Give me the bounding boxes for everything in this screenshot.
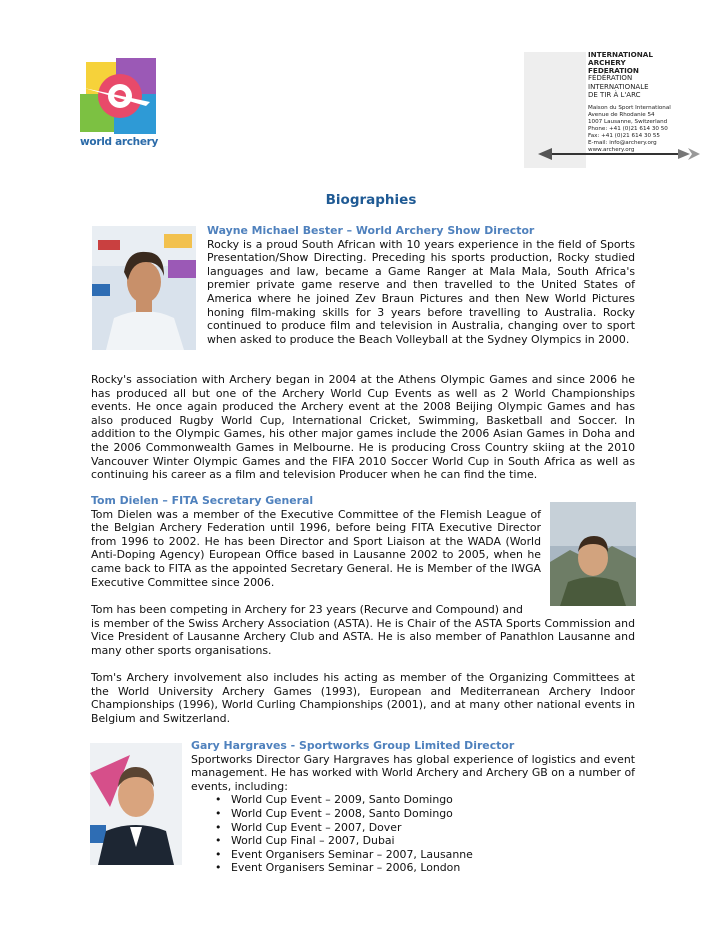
- gary-events-list: [191, 793, 635, 875]
- wayne-bester-name: Wayne Michael Bester – World Archery Show Director: [207, 224, 535, 237]
- page-title: Biographies: [325, 192, 417, 208]
- fita-address-line: Avenue de Rhodanie 54: [588, 111, 655, 118]
- list-item: • World Cup Event – 2009, Santo Domingo: [191, 793, 635, 807]
- world-archery-logo-mark: [80, 58, 162, 136]
- fita-name-en-3: FEDERATION: [588, 65, 639, 75]
- fita-email[interactable]: E-mail: info@archery.org: [588, 139, 657, 146]
- wayne-bester-photo: [92, 226, 196, 350]
- fita-name-fr-3: DE TIR À L'ARC: [588, 91, 641, 100]
- gary-hargraves-intro: Sportworks Director Gary Hargraves has global experience of logistics and event management. He has worked with World Archery and Archery GB on a number of events, including:: [191, 752, 635, 793]
- fita-letterhead: [524, 46, 700, 176]
- fita-name-en-2: ARCHERY: [588, 57, 626, 67]
- gary-hargraves-name: Gary Hargraves - Sportworks Group Limited Director: [191, 739, 515, 752]
- tom-dielen-section: [91, 494, 541, 589]
- tom-dielen-p3: Tom's Archery involvement also includes his acting as member of the Organizing Committees at the World University Archery Games (1993), European and Mediterranean Archery Indoor Championships (1996), World Curling Championships (2001), and at many other national events in Belgium and Switzerland.: [91, 671, 635, 725]
- tom-dielen-p2a: Tom has been competing in Archery for 23 years (Recurve and Compound) and: [91, 603, 523, 616]
- fita-address-line: Maison du Sport International: [588, 104, 671, 111]
- gary-hargraves-photo: [90, 743, 182, 865]
- fita-fax: Fax: +41 (0)21 614 30 55: [588, 132, 660, 139]
- world-archery-logo: [80, 58, 162, 152]
- wayne-bester-intro: [207, 224, 635, 346]
- tom-dielen-p1: Tom Dielen was a member of the Executive Committee of the Flemish League of the Belgian Archery Federation until 1996, before being FITA Executive Director from 1996 to 2002. He has been Director and Sport Liaison at the WADA (World Anti-Doping Agency) European Office based in Lausanne 2002 to 2005, when he came back to FITA as the appointed Secretary General. He is Member of the IWGA Executive Committee since 2006.: [91, 507, 541, 589]
- tom-dielen-p2b: is member of the Swiss Archery Association (ASTA). He is Chair of the ASTA Sports Commission and Vice President of Lausanne Archery Club and ASTA. He is also member of Panathlon Lausanne and many other sports organisations.: [91, 616, 635, 657]
- tom-dielen-name: Tom Dielen – FITA Secretary General: [91, 494, 314, 507]
- list-item: • World Cup Final – 2007, Dubai: [191, 834, 635, 848]
- fita-name-fr-1: FÉDÉRATION: [588, 74, 633, 83]
- list-item: • Event Organisers Seminar – 2006, London: [191, 861, 635, 875]
- wayne-bester-body: Rocky's association with Archery began in 2004 at the Athens Olympic Games and since 2006 he has produced all but one of the Archery World Cup Events as well as 2 World Championships events. He once again produced the Archery event at the 2008 Beijing Olympic Games and has also produced Rugby World Cup, International Cricket, Swimming, Basketball and Soccer. In addition to the Olympic Games, his other major games include the 2006 Asian Games in Doha and the 2006 Commonwealth Games in Melbourne. He is producing Cross Country skiing at the 2010 Vancouver Winter Olympic Games and the FIFA 2010 Soccer World Cup in South Africa as well as continuing his career as a film and television Producer when he can find the time.: [91, 373, 635, 482]
- list-item: • World Cup Event – 2008, Santo Domingo: [191, 807, 635, 821]
- logo-text: world archery: [80, 136, 159, 148]
- fita-address-line: 1007 Lausanne, Switzerland: [588, 118, 668, 125]
- tom-dielen-photo: [550, 502, 636, 606]
- fita-name-en-1: INTERNATIONAL: [588, 50, 653, 59]
- wayne-bester-intro-text: Rocky is a proud South African with 10 years experience in the field of Sports Presentation/Show Directing. Preceding his sports production, Rocky studied languages and law, became a Game Ranger at Mala Mala, South Africa's premier private game reserve and then travelled to the United States of America where he joined Zev Braun Pictures and then New World Pictures honing film-making skills for 3 years before travelling to Australia. Rocky continued to produce film and television in Australia, changing over to sport when asked to produce the Beach Volleyball at the Sydney Olympics in 2000.: [207, 237, 635, 346]
- fita-phone: Phone: +41 (0)21 614 30 50: [588, 125, 668, 132]
- gary-hargraves-section: [191, 739, 635, 875]
- fita-name-fr-2: INTERNATIONALE: [588, 82, 649, 91]
- list-item: • World Cup Event – 2007, Dover: [191, 821, 635, 835]
- fita-address: [588, 105, 700, 154]
- fita-website[interactable]: www.archery.org: [588, 146, 635, 153]
- list-item: • Event Organisers Seminar – 2007, Lausanne: [191, 848, 635, 862]
